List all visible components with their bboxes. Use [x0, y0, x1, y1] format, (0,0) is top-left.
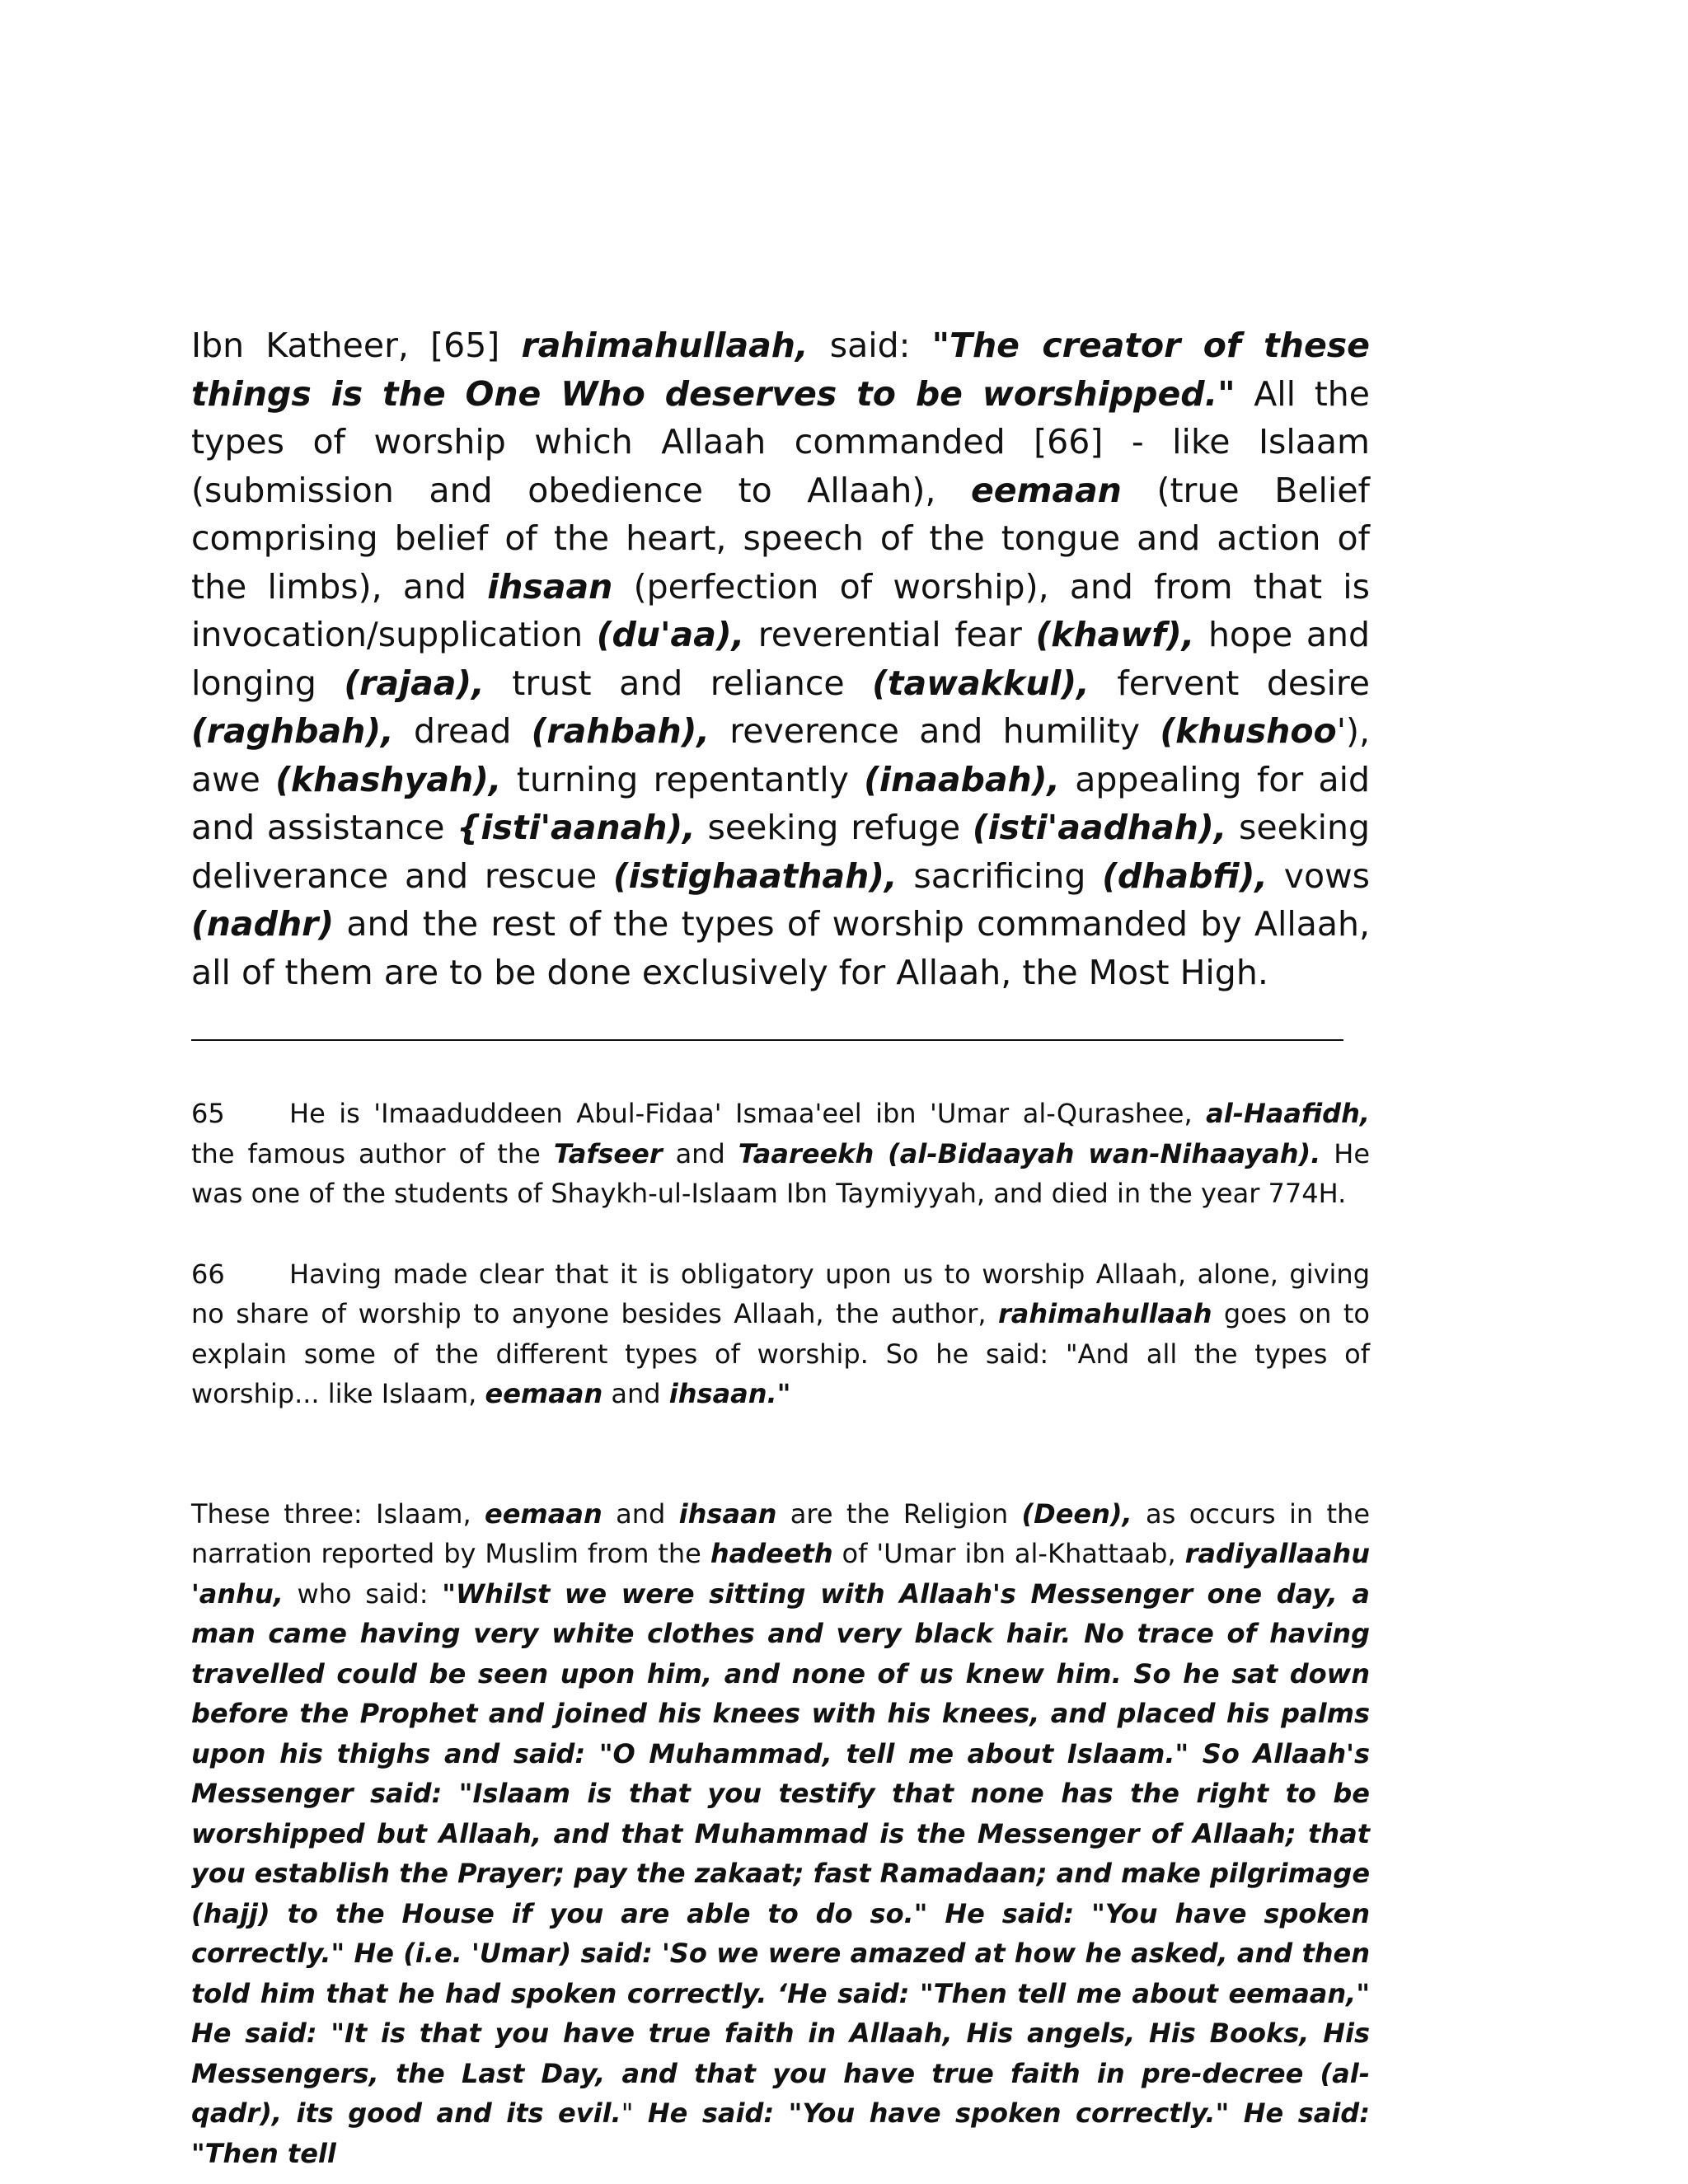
- text-run: are the Religion: [776, 1497, 1022, 1530]
- text-run: goes on to explain some of the different types of worship. So he said: "And all the types of worship... like Islaam,: [191, 1298, 1371, 1409]
- text-run: These three: Islaam,: [191, 1497, 485, 1530]
- text-run: and: [602, 1497, 679, 1530]
- footnote-text: [191, 1258, 1370, 1410]
- text-run: of 'Umar ibn al-Khattaab,: [832, 1538, 1185, 1569]
- text-run: (true Belief comprising belief of the heart, speech of the tongue and action of the limbs), and: [191, 470, 1370, 607]
- emphasized-text: ihsaan: [678, 1497, 777, 1530]
- text-run: the famous author of the: [191, 1137, 554, 1169]
- text-run: hope and longing: [191, 615, 1370, 703]
- emphasized-text: rahimahullaah: [997, 1298, 1212, 1329]
- text-run: ": [621, 2097, 634, 2129]
- text-run: He is 'Imaaduddeen Abul-Fidaa' Ismaa'eel ibn 'Umar al-Qurashee,: [289, 1098, 1207, 1129]
- emphasized-text: "Whilst we were sitting with Allaah's Messenger one day, a man came having very white clothes and very black hair. No trace of having travelled could be seen upon him, and none of us knew him. So he sat down before the Prophet and joined his knees with his knees, and placed his palms upon his thighs and said: "O Muhammad, tell me about Islaam." So Allaah's Messenger said: "Islaam is that you testify that none has the right to be worshipped but Allaah, and that Muhammad is the Messenger of Allaah; that you establish the Prayer; pay the zakaat; fast Ramadaan; and make pilgrimage (hajj) to the House if you are able to do so." He said: "You have spoken correctly." He (i.e. 'Umar) said: 'So we were amazed at how he asked, and then told him that he had spoken correctly. ‘He said: "Then tell me about eemaan," He said: "It is that you have true faith in Allaah, His angels, His Books, His Messengers, the Last Day, and that you have true faith in pre-decree (al-qadr), its good and its evil.: [191, 1577, 1371, 2129]
- text-run: Having made clear that it is obligatory upon us to worship Allaah, alone, giving no share of worship to anyone besides Allaah, the author,: [191, 1258, 1370, 1329]
- text-run: dread: [393, 711, 532, 751]
- text-run: '), awe: [191, 711, 1370, 799]
- emphasized-text: eemaan: [485, 1378, 603, 1409]
- emphasized-text: ihsaan: [487, 566, 613, 607]
- emphasized-text: Taareekh (al-Bidaayah wan-Nihaayah).: [738, 1137, 1321, 1169]
- emphasized-text: (inaabah),: [864, 759, 1061, 799]
- text-run: as occurs in the narration reported by Muslim from the: [191, 1497, 1371, 1569]
- text-run: All the types of worship which Allaah commanded [66] - like Islaam (submission and obedience to Allaah),: [191, 373, 1370, 510]
- text-run: vows: [1268, 855, 1370, 896]
- emphasized-text: (rahbah),: [531, 711, 710, 751]
- emphasized-text: (raghbah),: [191, 711, 394, 751]
- footnote-text: [191, 1098, 1370, 1209]
- emphasized-text: (khashyah),: [275, 759, 502, 799]
- text-run: fervent desire: [1089, 663, 1371, 703]
- emphasized-text: (khawf),: [1035, 615, 1195, 654]
- emphasized-text: eemaan: [485, 1497, 603, 1530]
- text-run: and: [603, 1378, 669, 1409]
- emphasized-text: ihsaan.": [668, 1378, 791, 1409]
- text-run: reverence and humility: [710, 711, 1160, 751]
- footnote-number: 65: [191, 1098, 225, 1129]
- text-run: Ibn Katheer, [65]: [191, 326, 522, 365]
- emphasized-text: al-Haafidh,: [1206, 1098, 1370, 1129]
- emphasized-text: (dhabfi),: [1102, 855, 1268, 896]
- text-run: and the rest of the types of worship commanded by Allaah, all of them are to be done exclusively for Allaah, the Most High.: [191, 904, 1370, 992]
- emphasized-text: (isti'aadhah),: [972, 808, 1227, 847]
- emphasized-text: rahimahullaah,: [521, 326, 809, 365]
- emphasized-text: "The creator of these things is the One Who deserves to be worshipped.": [191, 326, 1370, 414]
- emphasized-text: (rajaa),: [344, 663, 485, 703]
- text-run: who said:: [283, 1577, 443, 1610]
- main-paragraph: [191, 321, 1370, 996]
- text-run: said:: [808, 326, 932, 365]
- emphasized-text: (nadhr): [191, 904, 335, 944]
- emphasized-text: (tawakkul),: [872, 663, 1090, 703]
- emphasized-text: (istighaathah),: [612, 855, 898, 896]
- emphasized-text: Tafseer: [553, 1137, 663, 1169]
- text-run: trust and reliance: [484, 663, 873, 703]
- footnote-number: 66: [191, 1258, 225, 1290]
- emphasized-text: radiyallaahu 'anhu,: [191, 1538, 1371, 1610]
- text-run: He was one of the students of Shaykh-ul-Islaam Ibn Taymiyyah, and died in the year 774H.: [191, 1137, 1371, 1209]
- emphasized-text: eemaan: [971, 470, 1122, 510]
- text-run: reverential fear: [744, 615, 1036, 654]
- emphasized-text: {isti'aanah),: [457, 808, 696, 847]
- text-run: seeking deliverance and rescue: [191, 808, 1370, 896]
- text-run: seeking refuge: [695, 808, 973, 847]
- footnote-66-continued: [191, 1494, 1370, 2174]
- text-run: (perfection of worship), and from that is invocation/supplication: [191, 566, 1370, 654]
- emphasized-text: hadeeth: [710, 1538, 833, 1569]
- footnote-65: [191, 1094, 1370, 1214]
- text-run: and: [662, 1137, 738, 1169]
- emphasized-text: (khushoo: [1160, 711, 1337, 751]
- text-run: appealing for aid and assistance: [191, 759, 1370, 847]
- emphasized-text: He said: "You have spoken correctly." He said: "Then tell: [191, 2097, 1371, 2169]
- footnote-66: [191, 1254, 1370, 1414]
- text-run: turning repentantly: [501, 759, 865, 799]
- emphasized-text: (Deen),: [1021, 1497, 1132, 1530]
- document-page: [191, 321, 1370, 2173]
- footnote-separator: [191, 1039, 1343, 1041]
- text-run: sacrificing: [897, 855, 1103, 896]
- emphasized-text: (du'aa),: [596, 615, 745, 654]
